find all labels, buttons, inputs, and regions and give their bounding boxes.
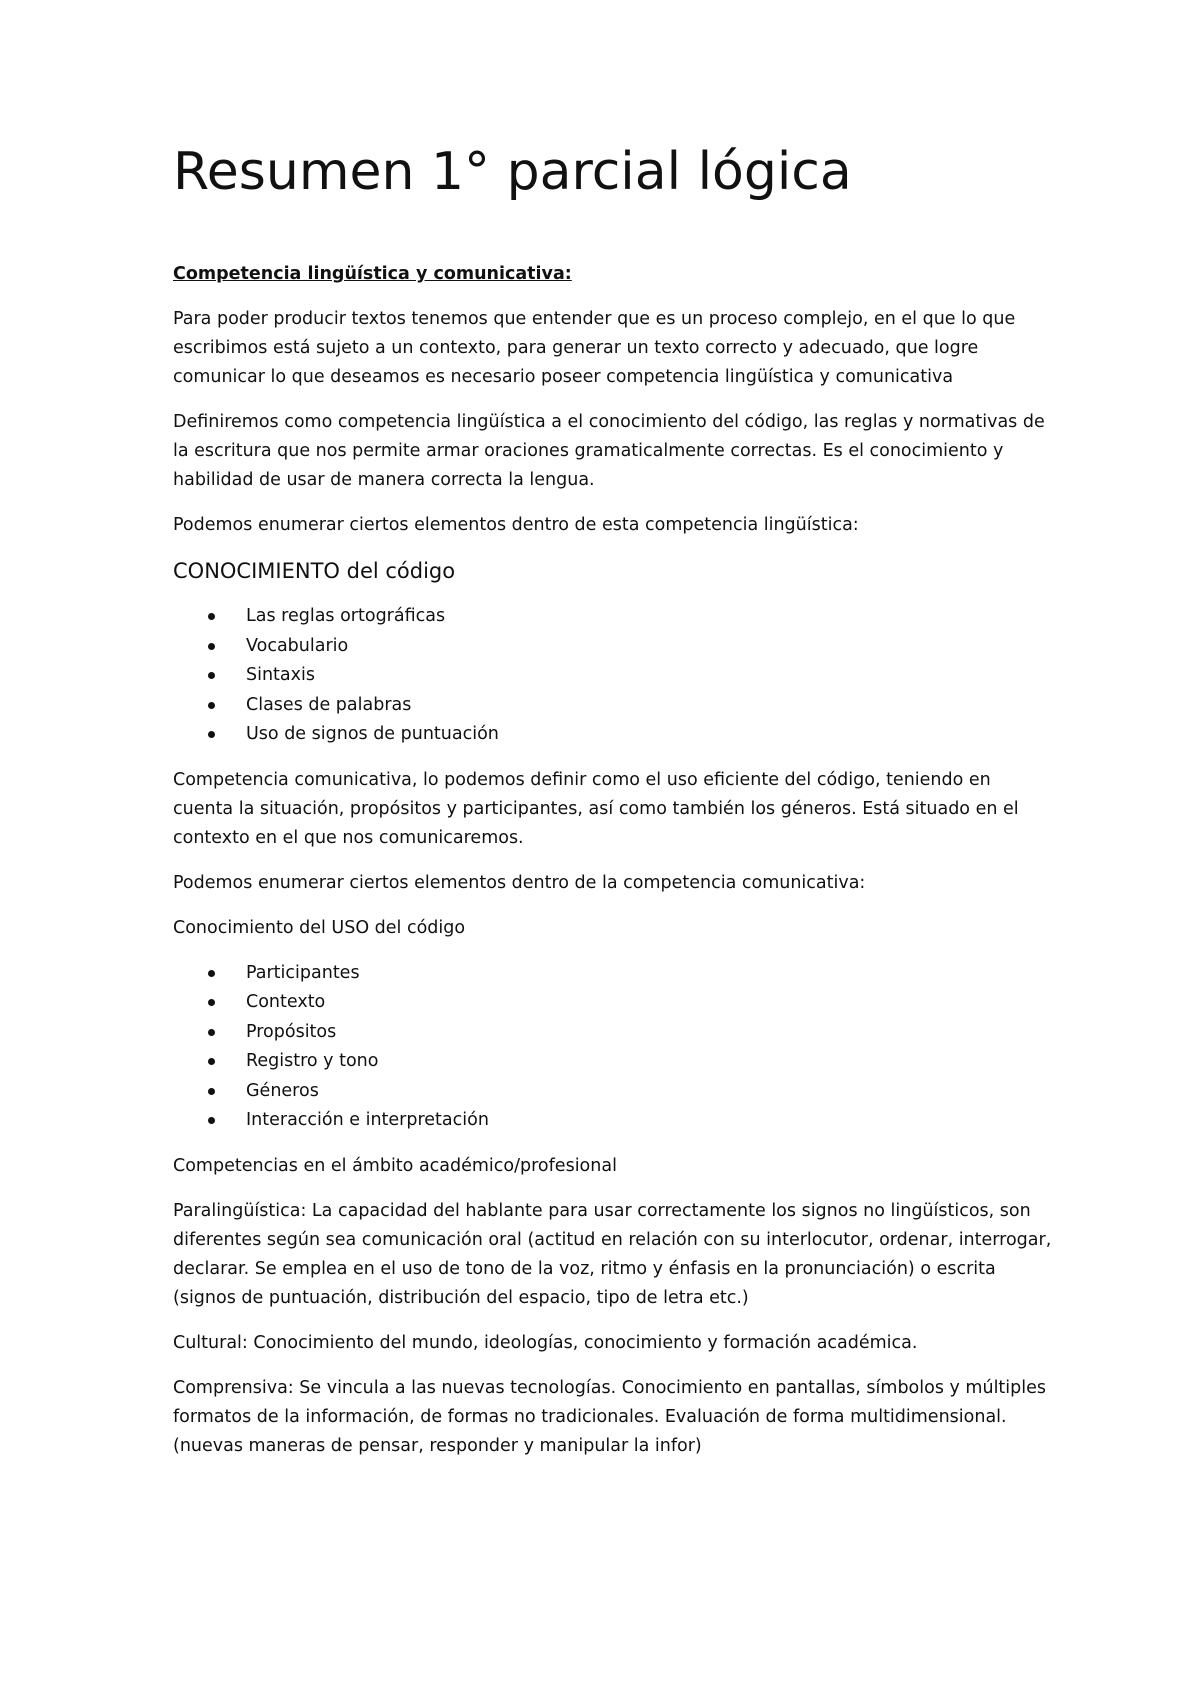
bullet-icon <box>208 702 215 709</box>
list-conocimiento-uso <box>173 959 1053 1136</box>
bullet-icon <box>208 999 215 1006</box>
paragraph-competencias-ambito: Competencias en el ámbito académico/profesional <box>173 1155 617 1176</box>
list-item: Contexto <box>173 988 1053 1018</box>
paragraph-enumerar-linguistica: Podemos enumerar ciertos elementos dentro de esta competencia lingüística: <box>173 515 859 535</box>
list-item: Vocabulario <box>173 632 1053 662</box>
paragraph-cultural: Cultural: Conocimiento del mundo, ideologías, conocimiento y formación académica. <box>173 1332 918 1353</box>
list-item: Sintaxis <box>173 661 1053 691</box>
bullet-icon <box>208 672 215 679</box>
paragraph-paralinguistica: Paralingüística: La capacidad del hablante para usar correctamente los signos no lingüísticos, son diferentes según sea comunicación oral (actitud en relación con su interlocutor, ordenar, interrogar, declarar. Se emplea en el uso de tono de la voz, ritmo y énfasis en la pronunciación) o escrita (signos de puntuación, distribución del espacio, tipo de letra etc.) <box>173 1200 1052 1308</box>
bullet-icon <box>208 1117 215 1124</box>
list-item: Propósitos <box>173 1018 1053 1048</box>
list-item: Registro y tono <box>173 1047 1053 1077</box>
list-item: Uso de signos de puntuación <box>173 720 1053 750</box>
bullet-icon <box>208 643 215 650</box>
bullet-icon <box>208 1088 215 1095</box>
paragraph-enumerar-comunicativa: Podemos enumerar ciertos elementos dentro de la competencia comunicativa: <box>173 872 866 893</box>
list-item: Interacción e interpretación <box>173 1106 1053 1136</box>
bullet-icon <box>208 731 215 738</box>
bullet-icon <box>208 1058 215 1065</box>
paragraph-competencia-comunicativa: Competencia comunicativa, lo podemos definir como el uso eficiente del código, teniendo en cuenta la situación, propósitos y participantes, así como también los géneros. Está situado en el contexto en el que nos comunicaremos. <box>173 769 1019 848</box>
bullet-icon <box>208 613 215 620</box>
list-item: Participantes <box>173 959 1053 989</box>
list-item: Géneros <box>173 1077 1053 1107</box>
list-conocimiento-codigo <box>173 602 1053 750</box>
paragraph-intro: Para poder producir textos tenemos que entender que es un proceso complejo, en el que lo que escribimos está sujeto a un contexto, para generar un texto correcto y adecuado, que logre comunicar lo que deseamos es necesario poseer competencia lingüística y comunicativa <box>173 309 1016 387</box>
document-body <box>173 260 1053 1477</box>
list-item: Clases de palabras <box>173 691 1053 721</box>
heading-conocimiento-codigo: CONOCIMIENTO del código <box>173 559 456 583</box>
list-item: Las reglas ortográficas <box>173 602 1053 632</box>
paragraph-conocimiento-uso: Conocimiento del USO del código <box>173 917 466 938</box>
bullet-icon <box>208 970 215 977</box>
bullet-icon <box>208 1029 215 1036</box>
page-title: Resumen 1° parcial lógica <box>173 142 852 202</box>
section-heading-competencia: Competencia lingüística y comunicativa: <box>173 264 572 284</box>
paragraph-definicion-linguistica: Definiremos como competencia lingüística a el conocimiento del código, las reglas y normativas de la escritura que nos permite armar oraciones gramaticalmente correctas. Es el conocimiento y habilidad de usar de manera correcta la lengua. <box>173 412 1045 490</box>
paragraph-comprensiva: Comprensiva: Se vincula a las nuevas tecnologías. Conocimiento en pantallas, símbolos y múltiples formatos de la información, de formas no tradicionales. Evaluación de forma multidimensional. (nuevas maneras de pensar, responder y manipular la infor) <box>173 1377 1047 1456</box>
